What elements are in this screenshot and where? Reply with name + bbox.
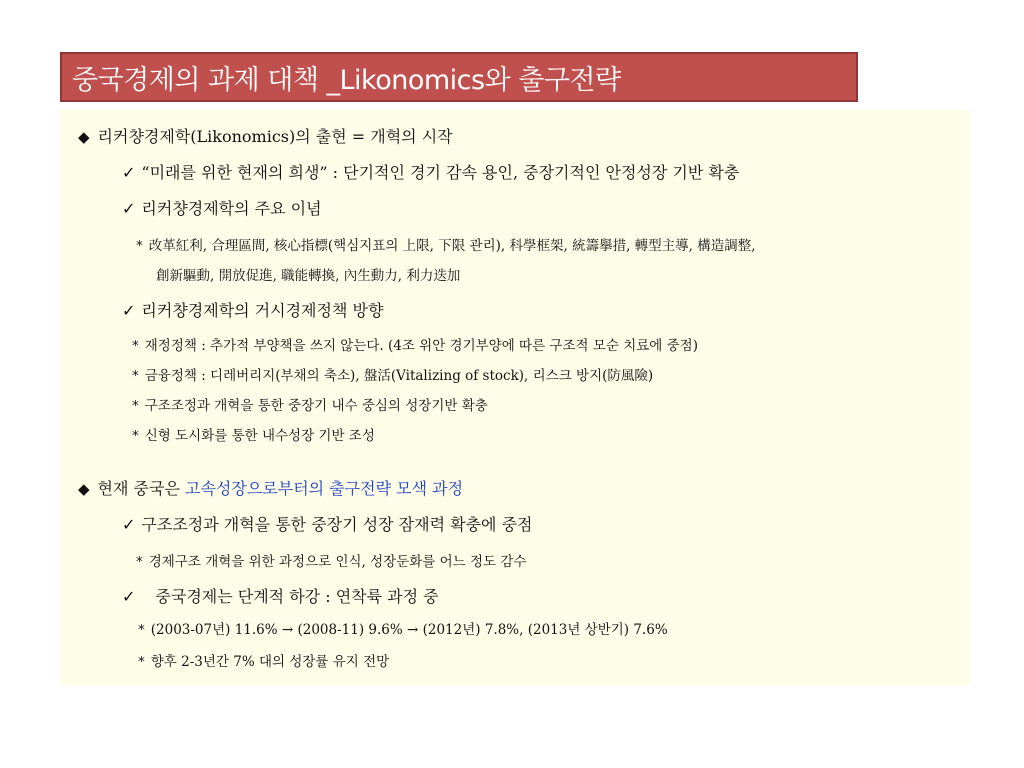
asterisk-bullet-icon: * [132,368,139,384]
content-panel [60,110,970,685]
asterisk-bullet-icon: * [138,622,145,638]
asterisk-bullet-icon: * [132,428,139,444]
section2-note [138,650,389,670]
section2-point: 구조조정과 개혁을 통한 중장기 성장 잠재력 확충에 중점 [141,515,533,534]
section2-note [136,550,526,570]
check-bullet-icon: ✓ [122,163,136,182]
asterisk-bullet-icon: * [138,654,145,670]
section2-note [138,618,668,638]
diamond-bullet-icon: ◆ [78,128,90,146]
section1-point: 리커챵경제학의 주요 이념 [141,199,322,218]
section1-point-row [122,196,322,219]
policy-text: 구조조정과 개혁을 통한 중장기 내수 중심의 성장기반 확충 [144,398,488,414]
policy-text: 금융정책 : 디레버리지(부채의 축소), 盤活(Vitalizing of stock), 리스크 방지(防風險) [144,368,654,384]
title-banner [60,52,858,102]
section1-point-row [122,298,383,321]
diamond-bullet-icon: ◆ [78,480,90,498]
ideas-line [156,264,460,284]
section1-point-row [122,160,739,183]
section2-point-row [122,584,439,607]
asterisk-bullet-icon: * [136,238,143,254]
asterisk-bullet-icon: * [136,554,143,570]
policy-item [132,364,653,384]
slide-title: 중국경제의 과제 대책 _Likonomics와 출구전략 [72,64,621,96]
policy-text: 재정정책 : 추가적 부양책을 쓰지 않는다. (4조 위안 경기부양에 따른 구조적 모순 치료에 중점) [144,338,698,354]
policy-item [132,334,698,354]
section1-point: 리커챵경제학의 거시경제정책 방향 [141,301,384,320]
section2-note-text: 경제구조 개혁을 위한 과정으로 인식, 성장둔화를 어느 정도 감수 [148,554,527,570]
section1-heading: 리커챵경제학(Likonomics)의 출현 = 개혁의 시작 [97,127,453,146]
asterisk-bullet-icon: * [132,398,139,414]
outlook-text: 향후 2-3년간 7% 대의 성장률 유지 전망 [150,654,390,670]
section2-heading-highlight: 고속성장으로부터의 출구전략 모색 과정 [185,479,464,498]
section2-heading-row [78,476,463,499]
section1-point: “미래를 위한 현재의 희생” : 단기적인 경기 감속 용인, 중장기적인 안정성장 기반 확충 [141,163,740,182]
section2-heading-prefix: 현재 중국은 [97,479,180,498]
check-bullet-icon: ✓ [122,587,136,606]
check-bullet-icon: ✓ [122,199,136,218]
policy-item [132,424,375,444]
ideas-text-2: 創新驅動, 開放促進, 職能轉換, 內生動力, 利力迭加 [156,268,461,284]
section1-heading-row [78,124,453,147]
growth-rate-text: (2003-07년) 11.6% → (2008-11) 9.6% → (2012년) 7.8%, (2013년 상반기) 7.6% [150,622,668,638]
ideas-text-1: 改革紅利, 合理區間, 核心指標(핵심지표의 上限, 下限 관리), 科學框架, 統籌擧措, 轉型主導, 構造調整, [148,238,756,254]
section2-point: 중국경제는 단계적 하강 : 연착륙 과정 중 [155,587,439,606]
asterisk-bullet-icon: * [132,338,139,354]
policy-item [132,394,488,414]
section2-point-row [122,512,533,535]
check-bullet-icon: ✓ [122,515,136,534]
ideas-line [136,234,756,254]
check-bullet-icon: ✓ [122,301,136,320]
policy-text: 신형 도시화를 통한 내수성장 기반 조성 [144,428,375,444]
